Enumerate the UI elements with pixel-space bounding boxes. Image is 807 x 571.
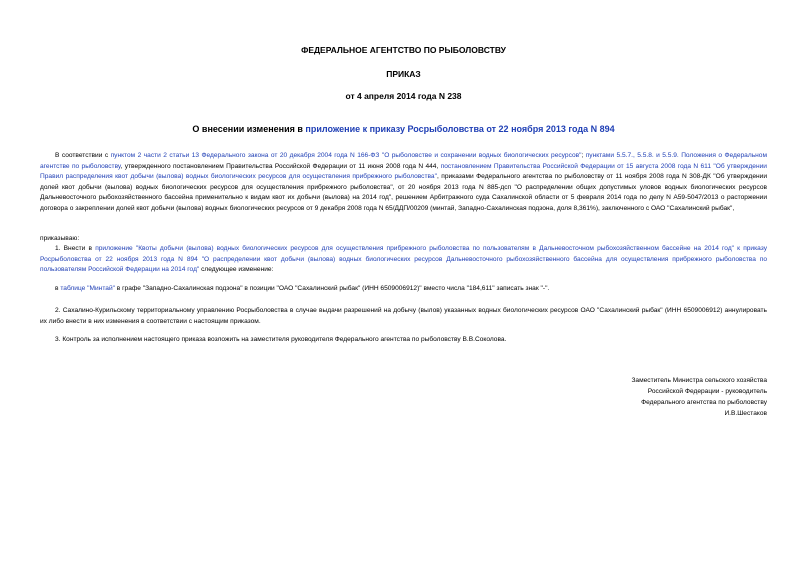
item-1-text-1: 1. Внести в	[55, 245, 96, 252]
link-table-mintai[interactable]: таблице "Минтай"	[60, 285, 115, 292]
item-1-paragraph	[40, 244, 767, 276]
preamble-text-3: , утвержденного постановлением Правительства Российской Федерации от 11 июня 2008 года N 444,	[120, 162, 441, 170]
document-subject	[0, 124, 807, 134]
link-federal-law[interactable]: пунктом 2 части 2 статьи 13 Федерального закона от 20 декабря 2004 года N 166-ФЗ "О рыболовстве и сохранении водных биологических ресурсов"	[110, 152, 582, 159]
item-1-text-2: следующее изменение:	[199, 266, 274, 273]
preamble-text-1: В соответствии с	[55, 152, 111, 159]
subject-prefix: О внесении изменения в	[192, 124, 306, 134]
order-word: приказываю:	[40, 235, 80, 242]
link-government-decree[interactable]: постановлением Правительства Российской Федерации от 15 августа 2008 года N 611 "Об утверждении Правил распределения квот добычи (вылова) водных биологических ресурсов для осуществления прибрежного рыболовства"	[40, 162, 767, 180]
signature-line-2: Российской Федерации - руководитель	[647, 388, 767, 395]
table-change-text-2: в графе "Западно-Сахалинская подзона" в позиции "ОАО "Сахалинский рыбак" (ИНН 6509006912)" вместо числа "184,611" записать знак "-".	[114, 285, 550, 292]
item-3-paragraph: 3. Контроль за исполнением настоящего приказа возложить на заместителя руководителя Федерального агентства по рыболовству В.В.Соколова.	[55, 336, 507, 343]
table-change-paragraph	[40, 284, 767, 295]
signature-name: И.В.Шестаков	[724, 410, 767, 417]
table-change-text-1: в	[55, 285, 61, 292]
document-date-number: от 4 апреля 2014 года N 238	[345, 91, 462, 101]
subject-link[interactable]: приложение к приказу Росрыболовства от 22 ноября 2013 года N 894	[305, 124, 615, 134]
signature-line-3: Федерального агентства по рыболовству	[641, 399, 767, 406]
link-agency-regulation[interactable]: пунктами 5.5.7., 5.5.8. и 5.5.9. Положения о Федеральном агентстве по рыболовству	[40, 152, 767, 170]
agency-title: ФЕДЕРАЛЬНОЕ АГЕНТСТВО ПО РЫБОЛОВСТВУ	[301, 45, 506, 55]
signature-line-1: Заместитель Министра сельского хозяйства	[631, 377, 767, 384]
signature-block	[467, 375, 767, 419]
preamble-text-2: ;	[581, 152, 586, 159]
link-quota-appendix[interactable]: приложение "Квоты добычи (вылова) водных биологических ресурсов для осуществления прибрежного рыболовства по пользователям в Дальневосточном рыбохозяйственном бассейне на 2014 год" к приказу Росрыболовства от 22 ноября 2013 года N 894 "О распределении квот добычи (вылова) водных биологических ресурсов Дальневосточного рыбохозяйственного бассейна для осуществления прибрежного рыболовства по пользователям Российской Федерации на 2014 год"	[40, 245, 767, 273]
item-2-paragraph: 2. Сахалино-Курильскому территориальному управлению Росрыболовства в случае выдачи разрешений на добычу (вылов) указанных водных биологических ресурсов ОАО "Сахалинский рыбак" (ИНН 6509006912) аннулировать их либо внести в них изменения в соответствии с настоящим приказом.	[40, 307, 767, 325]
preamble-paragraph	[40, 151, 767, 214]
preamble-text-4: , приказами Федерального агентства по рыболовству от 11 ноября 2008 года N 308-ДК "Об утверждении долей квот добычи (вылова) водных биологических ресурсов для осуществления прибрежного рыболовства", от 20 ноября 2013 года N 885-дсп "О распределении общих допустимых уловов водных биологических ресурсов Дальневосточного рыбохозяйственного бассейна применительно к видам квот их добычи (вылова) на 2014 год", решением Арбитражного суда Сахалинской области от 5 февраля 2014 года по делу N А59-5047/2013 о расторжении договора о закреплении долей квот добычи (вылова) водных биологических ресурсов от 9 декабря 2008 года N 65/ДДП/00209 (минтай, Западно-Сахалинская подзона, доля 8,361%), заключенного с ОАО "Сахалинский рыбак",	[40, 173, 768, 212]
document-type: ПРИКАЗ	[386, 69, 421, 79]
